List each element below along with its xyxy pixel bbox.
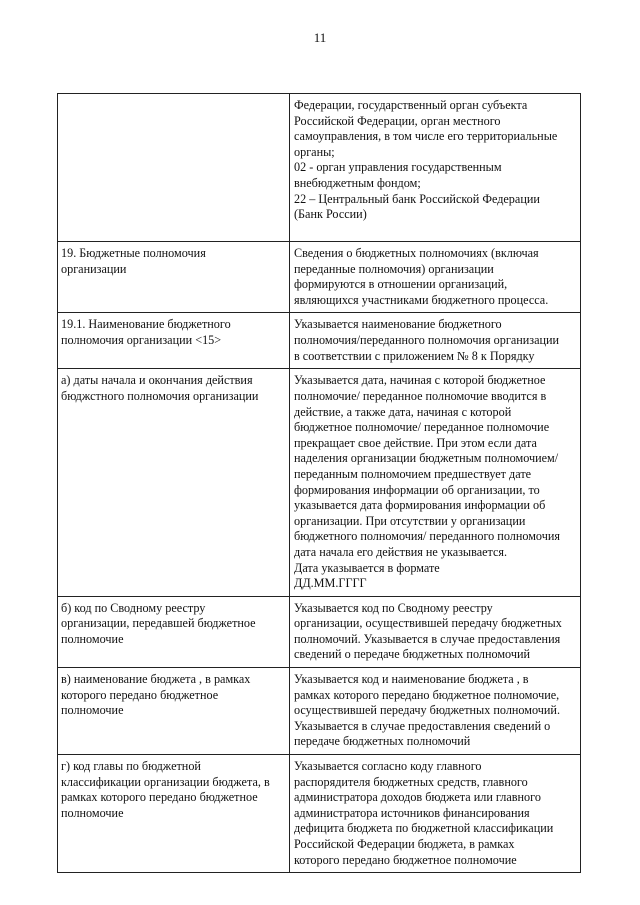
row-description: Сведения о бюджетных полномочиях (включая переданные полномочия) организации формируются в отношении организаций, являющихся участниками бюджетного процесса. <box>294 246 549 307</box>
row-label-cell <box>58 668 290 755</box>
row-label: 19. Бюджетные полномочия организации <box>61 246 206 276</box>
row-description: Указывается код и наименование бюджета , в рамках которого передано бюджетное полномочие, осуществившей передачу бюджетных полномочий. Указывается в случае предоставления сведений о передаче бюджетных полномочий <box>294 672 560 749</box>
table-row <box>58 668 581 755</box>
row-description-cell <box>290 596 581 667</box>
row-description-cell <box>290 755 581 873</box>
table-row <box>58 242 581 313</box>
row-description-cell <box>290 668 581 755</box>
table-row <box>58 369 581 596</box>
row-label-cell <box>58 94 290 242</box>
table-row <box>58 313 581 369</box>
row-label: б) код по Сводному реестру организации, передавшей бюджетное полномочие <box>61 600 256 646</box>
table-row <box>58 596 581 667</box>
row-description-cell <box>290 242 581 313</box>
row-description-cell <box>290 313 581 369</box>
table-row <box>58 755 581 873</box>
row-label-cell <box>58 596 290 667</box>
row-description-cell <box>290 94 581 242</box>
row-label: в) наименование бюджета , в рамках которого передано бюджетное полномочие <box>61 672 251 718</box>
document-table <box>57 93 581 873</box>
row-label: а) даты начала и окончания действия бюджстного полномочия организации <box>61 373 259 403</box>
row-description-cell <box>290 369 581 596</box>
row-label <box>58 94 289 102</box>
row-description: Указывается наименование бюджетного полномочия/переданного полномочия организации в соответствии с приложением № 8 к Порядку <box>294 317 560 363</box>
table-row <box>58 94 581 242</box>
row-label-cell <box>58 242 290 313</box>
page-number: 11 <box>313 30 327 45</box>
row-description: Указывается дата, начиная с которой бюджетное полномочие/ переданное полномочие вводится в действие, а также дата, начиная с которой бюджетное полномочие/ переданное полномочие прекращает свое действие. При этом если дата наделения организации бюджетным полномочием/ переданным полномочием предшествует дате формирования информации об организации, то указывается дата формирования информации об организации. При отсутствии у организации бюджетного полномочия/ переданного полномочия дата начала его действия не указывается. Дата указывается в формате ДД.ММ.ГГГГ <box>294 373 560 591</box>
row-label-cell <box>58 755 290 873</box>
row-description: Указывается код по Сводному реестру организации, осуществившей передачу бюджетных полномочий. Указывается в случае предоставления сведений о передаче бюджетных полномочий <box>294 600 562 662</box>
row-label-cell <box>58 369 290 596</box>
row-label-cell <box>58 313 290 369</box>
row-label: г) код главы по бюджетной классификации организации бюджета, в рамках которого передано бюджетное полномочие <box>61 759 270 820</box>
row-description: Указывается согласно коду главного распорядителя бюджетных средств, главного администратора доходов бюджета или главного администратора источников финансирования дефицита бюджета по бюджетной классификации Российской Федерации бюджета, в рамках которого передано бюджетное полномочие <box>294 759 554 867</box>
row-description: Федерации, государственный орган субъекта Российской Федерации, орган местного самоуправления, в том числе его территориальные органы; 02 - орган управления государственным внебюджетным фондом; 22 – Центральный банк Российской Федерации (Банк России) <box>294 98 558 222</box>
row-label: 19.1. Наименование бюджетного полномочия организации <15> <box>61 317 231 347</box>
